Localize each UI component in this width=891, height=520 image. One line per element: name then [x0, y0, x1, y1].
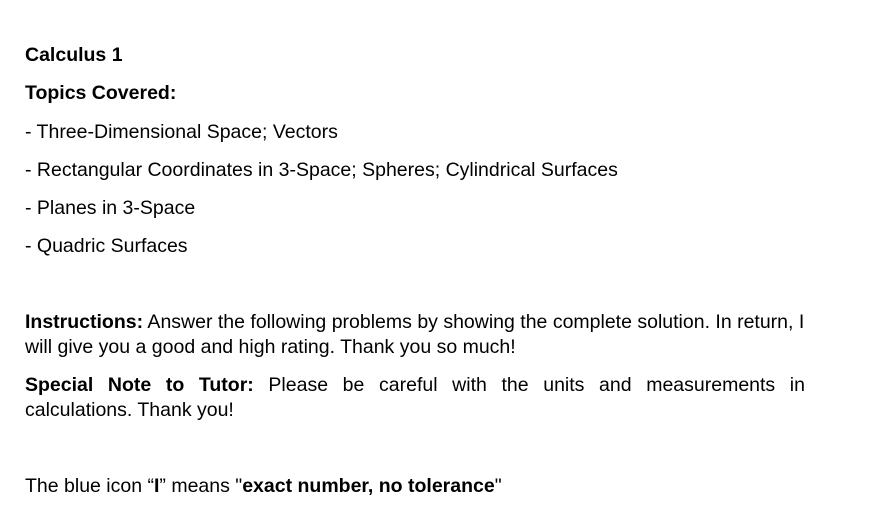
document-title: Calculus 1 [25, 44, 123, 66]
special-note-text: Please be careful with the units and measurements in calculations. Thank you! [25, 374, 805, 421]
special-note-paragraph [25, 373, 805, 423]
instructions-text: Answer the following problems by showing the complete solution. In return, I will give you a good and high rating. Thank you so much! [25, 311, 805, 358]
icon-note-paragraph [25, 474, 502, 498]
topic-item: - Rectangular Coordinates in 3-Space; Spheres; Cylindrical Surfaces [25, 159, 618, 181]
instructions-label: Instructions: [25, 311, 144, 333]
icon-note-letter: I [154, 475, 160, 497]
topic-item: - Planes in 3-Space [25, 197, 196, 219]
icon-note-prefix: The blue icon “ [25, 475, 154, 497]
icon-note-meaning: exact number, no tolerance [242, 475, 495, 497]
icon-note-middle: ” means " [159, 475, 243, 497]
topics-heading: Topics Covered: [25, 82, 177, 104]
topic-item: - Three-Dimensional Space; Vectors [25, 121, 338, 143]
icon-note-suffix: " [494, 475, 502, 497]
special-note-label: Special Note to Tutor: [25, 374, 254, 396]
topic-item: - Quadric Surfaces [25, 235, 188, 257]
instructions-paragraph [25, 310, 805, 360]
